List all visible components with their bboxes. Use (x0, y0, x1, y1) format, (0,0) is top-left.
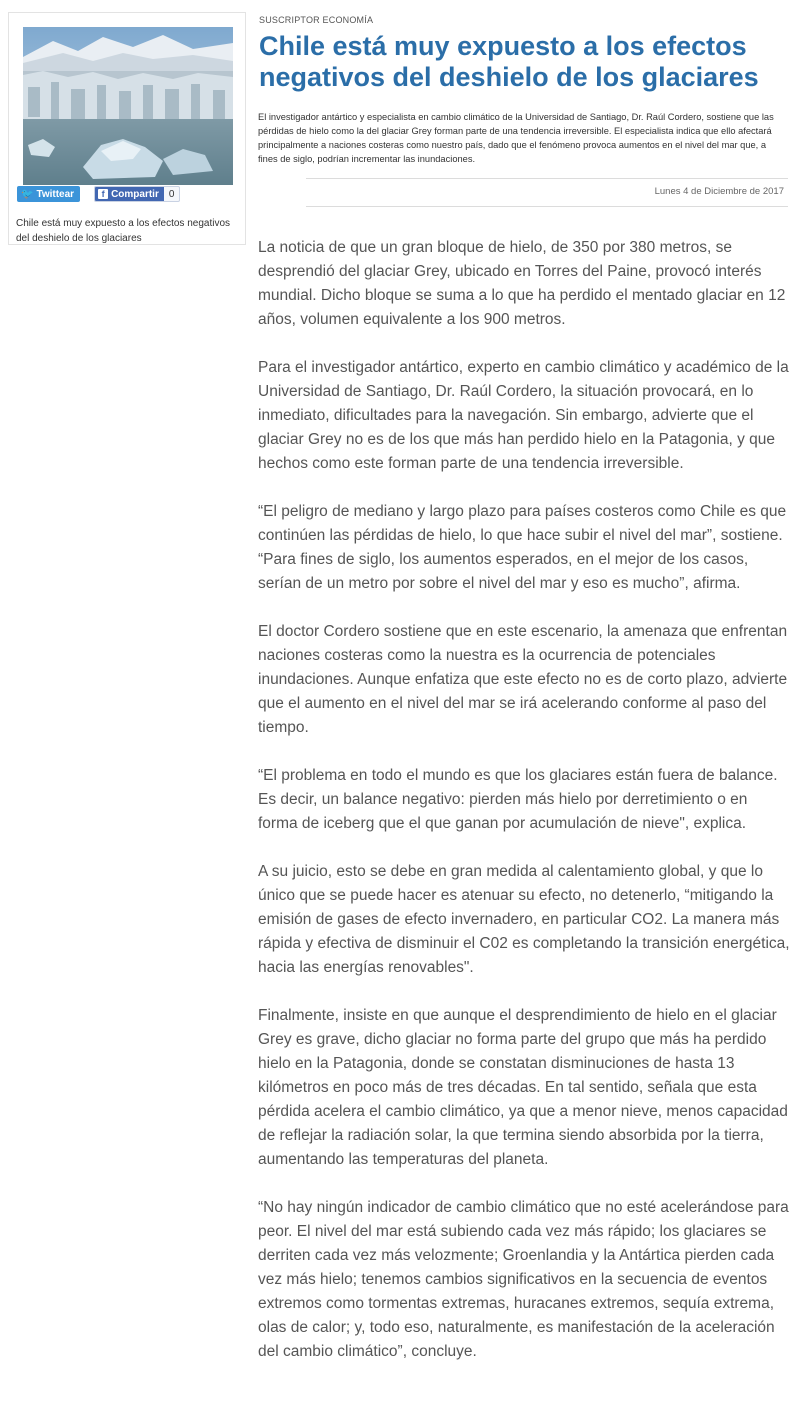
article-title: Chile está muy expuesto a los efectos negativos del deshielo de los glaciares (259, 31, 759, 92)
body-paragraph: A su juicio, esto se debe en gran medida al calentamiento global, y que lo único que se puede hacer es atenuar su efecto, no detenerlo, “mitigando la emisión de gases de efecto invernadero, en particular CO2. La manera más rápida y efectiva de disminuir el C02 es completando la transición energética, hacia las energías renovables". (258, 863, 790, 976)
article-lead: El investigador antártico y especialista en cambio climático de la Universidad de Santiago, Dr. Raúl Cordero, sostiene que las pérdidas de hielo como la del glaciar Grey forman parte de una tendencia irreversible. El especialista indica que ello afectará principalmente a naciones costeras como nuestro país, dado que el fenómeno provoca aumentos en el nivel del mar que, a fines de siglo, podrían incrementar las inundaciones. (258, 112, 774, 164)
article-body (258, 236, 790, 1388)
facebook-label: Compartir (111, 188, 159, 200)
body-paragraph: “El peligro de mediano y largo plazo para países costeros como Chile es que continúen las pérdidas de hielo, lo que hace subir el nivel del mar”, sostiene. “Para fines de siglo, los aumentos esperados, en el mejor de los casos, serían de un metro por sobre el nivel del mar y eso es mucho”, afirma. (258, 503, 787, 592)
twitter-bird-icon: 🐦 (21, 188, 34, 200)
divider-top (306, 178, 788, 179)
body-paragraph: El doctor Cordero sostiene que en este escenario, la amenaza que enfrentan naciones costeras como la nuestra es la ocurrencia de potenciales inundaciones. Aunque enfatiza que este efecto no es de corto plazo, advierte que el aumento en el nivel del mar se irá acelerando conforme al paso del tiempo. (258, 623, 788, 736)
twitter-label: Twittear (36, 188, 75, 200)
glacier-photo[interactable] (23, 27, 233, 185)
glacier-image (23, 27, 233, 185)
section-kicker[interactable]: SUSCRIPTOR ECONOMÍA (259, 15, 374, 25)
share-row (17, 186, 180, 202)
twitter-share-button[interactable] (17, 186, 80, 202)
body-paragraph: La noticia de que un gran bloque de hielo, de 350 por 380 metros, se desprendió del glaciar Grey, ubicado en Torres del Paine, provocó interés mundial. Dicho bloque se suma a lo que ha perdido el mentado glaciar en 12 años, volumen equivalente a los 900 metros. (258, 239, 786, 328)
publish-date: Lunes 4 de Diciembre de 2017 (654, 186, 784, 197)
body-paragraph: “El problema en todo el mundo es que los glaciares están fuera de balance. Es decir, un balance negativo: pierden más hielo por derretimiento o en forma de iceberg que el que ganan por acumulación de nieve", explica. (258, 767, 778, 832)
facebook-logo-icon: f (98, 189, 108, 199)
body-paragraph: “No hay ningún indicador de cambio climático que no esté acelerándose para peor. El nivel del mar está subiendo cada vez más rápido; los glaciares se derriten cada vez más velozmente; Groenlandia y la Antártica pierden cada vez más hielo; tenemos cambios significativos en la secuencia de eventos extremos como tormentas extremas, huracanes extremos, sequía extrema, olas de calor; y, todo eso, naturalmente, es manifestación de la aceleración del cambio climático”, concluye. (258, 1199, 789, 1360)
facebook-share-button[interactable] (94, 186, 180, 202)
sidebar-card (8, 12, 246, 245)
body-paragraph: Para el investigador antártico, experto en cambio climático y académico de la Universidad de Santiago, Dr. Raúl Cordero, la situación provocará, en lo inmediato, dificultades para la navegación. Sin embargo, advierte que el glaciar Grey no es de los que más han perdido hielo en la Patagonia, y que hechos como este forman parte de una tendencia irreversible. (258, 359, 789, 472)
facebook-main (95, 187, 164, 201)
body-paragraph: Finalmente, insiste en que aunque el desprendimiento de hielo en el glaciar Grey es grave, dicho glaciar no forma parte del grupo que más ha perdido hielo en la Patagonia, donde se constatan disminuciones de hasta 13 kilómetros en poco más de tres décadas. En tal sentido, señala que esta pérdida acelera el cambio climático, ya que a menor nieve, menos capacidad de reflejar la radiación solar, la que termina siendo absorbida por la tierra, aumentando las temperaturas del planeta. (258, 1007, 788, 1168)
facebook-share-count: 0 (168, 188, 175, 200)
image-caption: Chile está muy expuesto a los efectos negativos del deshielo de los glaciares (16, 218, 231, 244)
divider-bottom (306, 206, 788, 207)
